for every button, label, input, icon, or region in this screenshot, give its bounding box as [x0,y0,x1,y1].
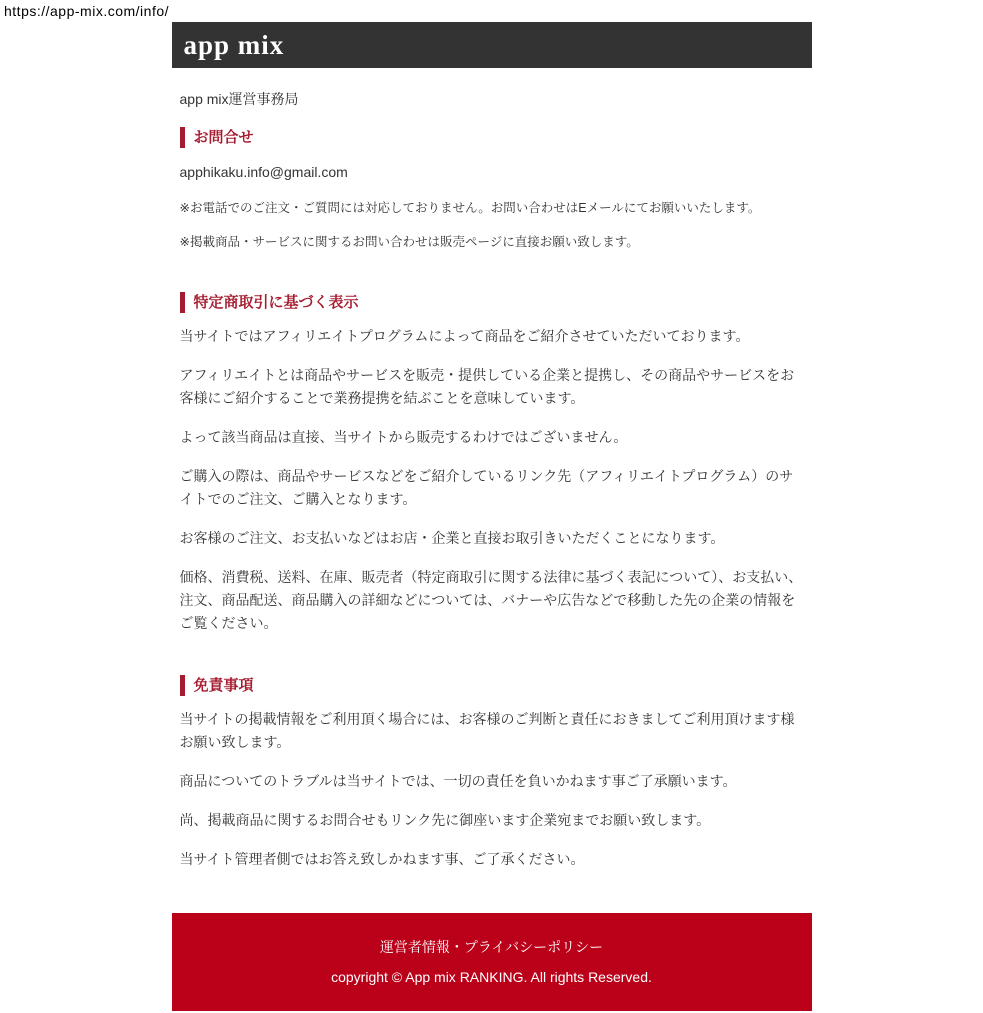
footer-privacy-link[interactable]: 運営者情報・プライバシーポリシー [379,939,604,955]
site-footer [172,913,812,1011]
heading-accent-bar [180,127,185,148]
tokushoho-paragraph: 価格、消費税、送料、在庫、販売者（特定商取引に関する法律に基づく表記について）、お支払い、注文、商品配送、商品購入の詳細などについては、バナーや広告などで移動した先の企業の情報をご覧ください。 [179,569,803,631]
heading-accent-bar [180,292,185,313]
operator-name: app mix運営事務局 [179,91,299,107]
disclaimer-paragraph: 当サイトの掲載情報をご利用頂く場合には、お客様のご判断と責任におきましてご利用頂けます様お願い致します。 [179,711,795,750]
contact-heading-label: お問合せ [193,129,254,146]
tokushoho-paragraph: よって該当商品は直接、当サイトから販売するわけではございません。 [179,429,628,445]
site-logo[interactable]: app mix [183,29,285,60]
disclaimer-paragraph: 商品についてのトラブルは当サイトでは、一切の責任を負いかねます事ご了承願います。 [179,773,737,789]
page-container [172,0,812,1011]
disclaimer-heading-label: 免責事項 [193,677,254,694]
section-contact [180,127,804,251]
contact-heading [180,127,804,148]
tokushoho-paragraph: 当サイトではアフィリエイトプログラムによって商品をご紹介させていただいております。 [179,328,750,344]
contact-note-phone: ※お電話でのご注文・ご質問には対応しておりません。お問い合わせはEメールにてお願いいたします。 [179,201,761,215]
section-disclaimer [180,675,804,871]
heading-accent-bar [180,675,185,696]
tokushoho-paragraph: アフィリエイトとは商品やサービスを販売・提供している企業と提携し、その商品やサービスをお客様にご紹介することで業務提携を結ぶことを意味しています。 [179,367,795,406]
main-content [172,89,812,871]
tokushoho-paragraph: お客様のご注文、お支払いなどはお店・企業と直接お取引きいただくことになります。 [179,530,725,546]
contact-email: apphikaku.info@gmail.com [179,164,348,180]
section-tokushoho [180,292,804,635]
tokushoho-heading [180,292,804,313]
disclaimer-paragraph: 当サイト管理者側ではお答え致しかねます事、ご了承ください。 [179,851,585,867]
browser-url-caption: https://app-mix.com/info/ [4,3,170,19]
site-header [172,22,812,68]
tokushoho-paragraph: ご購入の際は、商品やサービスなどをご紹介しているリンク先（アフィリエイトプログラム）のサイトでのご注文、ご購入となります。 [179,468,794,507]
contact-note-products: ※掲載商品・サービスに関するお問い合わせは販売ページに直接お願い致します。 [179,235,639,249]
disclaimer-heading [180,675,804,696]
tokushoho-heading-label: 特定商取引に基づく表示 [193,294,359,311]
disclaimer-paragraph: 尚、掲載商品に関するお問合せもリンク先に御座います企業宛までお願い致します。 [179,812,711,828]
footer-copyright: copyright © App mix RANKING. All rights Reserved. [331,969,652,985]
